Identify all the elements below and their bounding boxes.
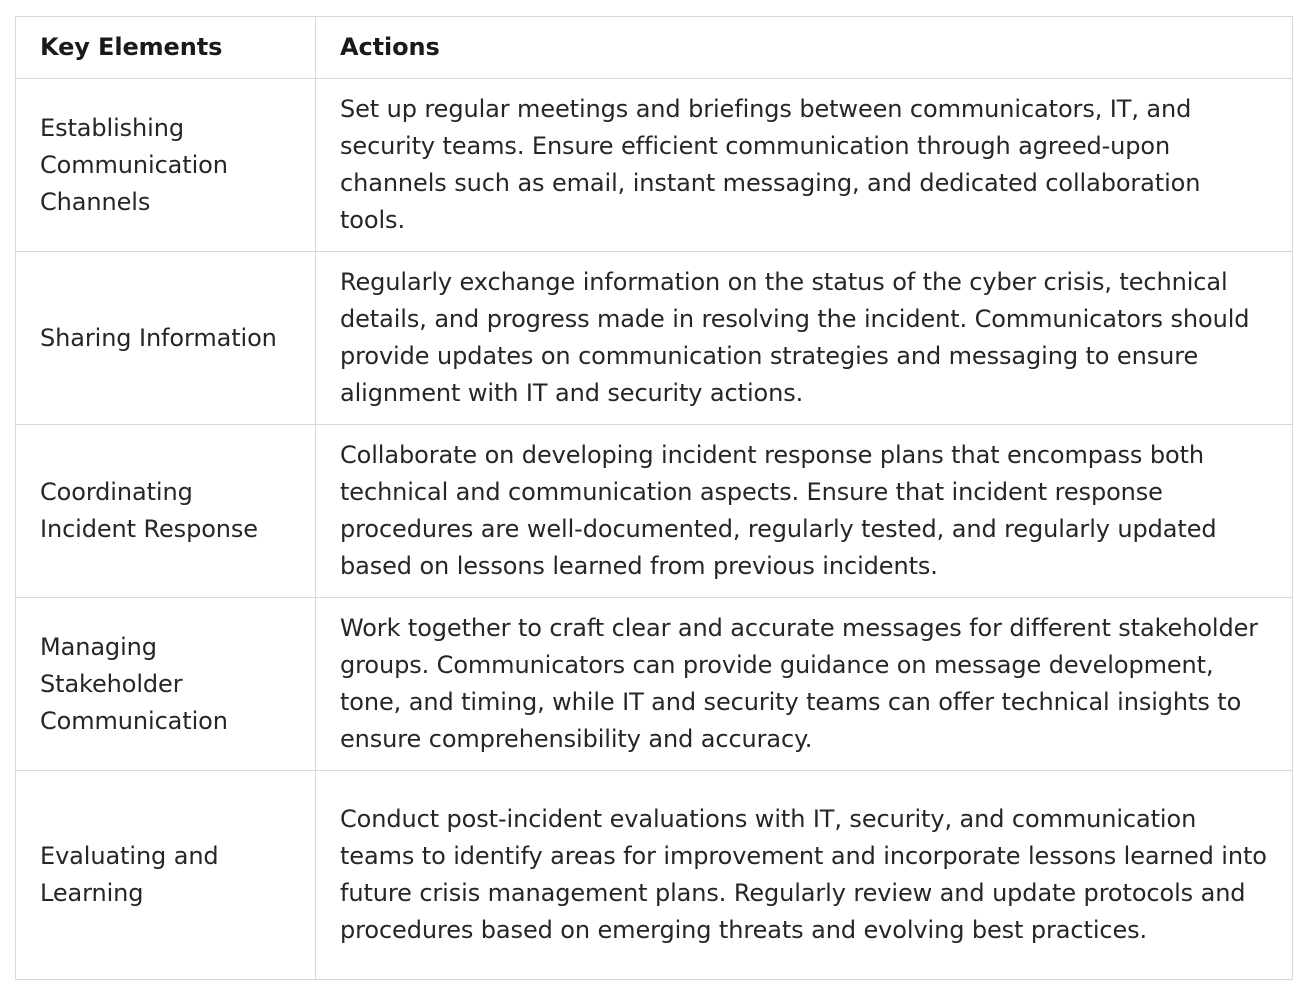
table-header-row xyxy=(16,17,1293,79)
action-cell: Work together to craft clear and accurate messages for different stakeholder groups. Communicators can provide guidance on message development, tone, and timing, while IT and security teams can offer technical insights to ensure comprehensibility and accuracy. xyxy=(316,598,1293,771)
header-key-elements: Key Elements xyxy=(16,17,316,79)
table-row xyxy=(16,771,1293,980)
table-row xyxy=(16,425,1293,598)
key-element-cell: Coordinating Incident Response xyxy=(16,425,316,598)
key-elements-table xyxy=(15,16,1293,980)
action-cell: Collaborate on developing incident response plans that encompass both technical and communication aspects. Ensure that incident response procedures are well-documented, regularly tested, and regularly updated based on lessons learned from previous incidents. xyxy=(316,425,1293,598)
table-row xyxy=(16,252,1293,425)
key-element-cell: Managing Stakeholder Communication xyxy=(16,598,316,771)
table-row xyxy=(16,598,1293,771)
action-cell: Regularly exchange information on the status of the cyber crisis, technical details, and progress made in resolving the incident. Communicators should provide updates on communication strategies and messaging to ensure alignment with IT and security actions. xyxy=(316,252,1293,425)
key-element-cell: Sharing Information xyxy=(16,252,316,425)
header-actions: Actions xyxy=(316,17,1293,79)
key-element-cell: Evaluating and Learning xyxy=(16,771,316,980)
action-cell: Set up regular meetings and briefings between communicators, IT, and security teams. Ensure efficient communication through agreed-upon channels such as email, instant messaging, and dedicated collaboration tools. xyxy=(316,79,1293,252)
key-element-cell: Establishing Communication Channels xyxy=(16,79,316,252)
action-cell: Conduct post-incident evaluations with IT, security, and communication teams to identify areas for improvement and incorporate lessons learned into future crisis management plans. Regularly review and update protocols and procedures based on emerging threats and evolving best practices. xyxy=(316,771,1293,980)
table-row xyxy=(16,79,1293,252)
